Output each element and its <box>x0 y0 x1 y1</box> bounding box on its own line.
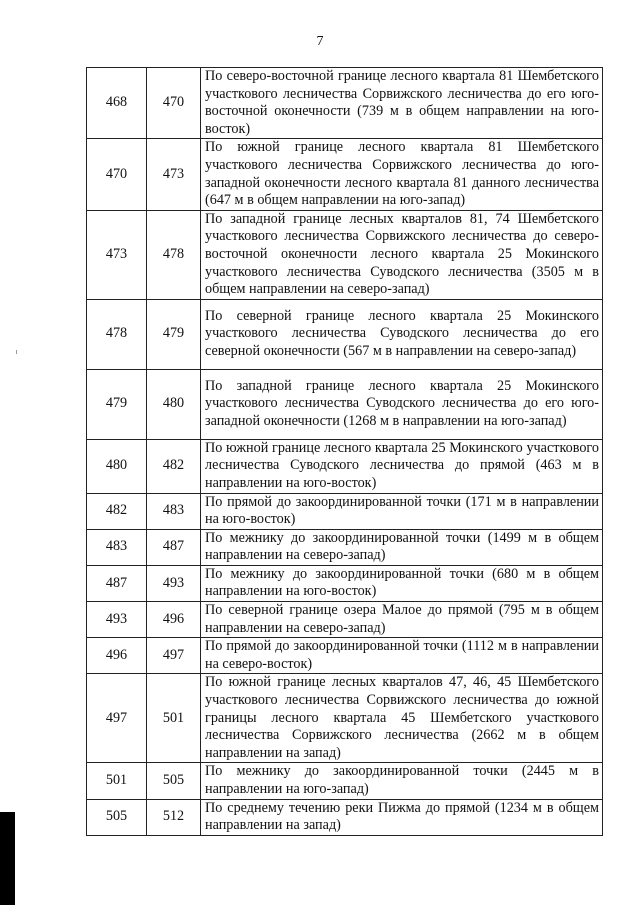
to-point-cell: 487 <box>147 529 201 565</box>
from-point-cell: 496 <box>87 638 147 674</box>
from-point-cell: 487 <box>87 565 147 601</box>
from-point-cell: 479 <box>87 369 147 439</box>
table-row <box>87 638 603 674</box>
page-number: 7 <box>316 34 324 49</box>
boundary-description-cell: По прямой до закоординированной точки (171 м в направлении на юго-восток) <box>201 493 603 529</box>
to-point-cell: 505 <box>147 763 201 799</box>
boundary-description-cell: По северной границе лесного квартала 25 Мокинского участкового лесничества Суводского лесничества до его северной оконечности (567 м в направлении на северо-запад) <box>201 299 603 369</box>
table-row <box>87 139 603 210</box>
from-point-cell: 478 <box>87 299 147 369</box>
to-point-cell: 497 <box>147 638 201 674</box>
from-point-cell: 482 <box>87 493 147 529</box>
table-row <box>87 439 603 493</box>
boundary-description-cell: По западной границе лесного квартала 25 Мокинского участкового лесничества Суводского лесничества до его юго-западной оконечности (1268 м в направлении на юго-запад) <box>201 369 603 439</box>
to-point-cell: 480 <box>147 369 201 439</box>
boundary-description-cell: По среднему течению реки Пижма до прямой (1234 м в общем направлении на запад) <box>201 799 603 835</box>
from-point-cell: 501 <box>87 763 147 799</box>
boundary-description-cell: По южной границе лесного квартала 81 Шембетского участкового лесничества Сорвижского лесничества до юго-западной оконечности лесного квартала 81 данного лесничества (647 м в общем направлении на юго-запад) <box>201 139 603 210</box>
boundary-description-cell: По межнику до закоординированной точки (2445 м в направлении на юго-запад) <box>201 763 603 799</box>
to-point-cell: 496 <box>147 602 201 638</box>
boundary-description-cell: По межнику до закоординированной точки (1499 м в общем направлении на северо-запад) <box>201 529 603 565</box>
to-point-cell: 478 <box>147 210 201 299</box>
from-point-cell: 483 <box>87 529 147 565</box>
table-row <box>87 68 603 139</box>
from-point-cell: 468 <box>87 68 147 139</box>
to-point-cell: 470 <box>147 68 201 139</box>
boundary-description-cell: По южной границе лесного квартала 25 Мокинского участкового лесничества Суводского лесничества до прямой (463 м в направлении на юго-восток) <box>201 439 603 493</box>
to-point-cell: 482 <box>147 439 201 493</box>
table-row <box>87 210 603 299</box>
to-point-cell: 473 <box>147 139 201 210</box>
to-point-cell: 483 <box>147 493 201 529</box>
from-point-cell: 493 <box>87 602 147 638</box>
boundary-description-cell: По прямой до закоординированной точки (1112 м в направлении на северо-восток) <box>201 638 603 674</box>
table-row <box>87 493 603 529</box>
table-row <box>87 674 603 763</box>
table-row <box>87 529 603 565</box>
boundary-description-cell: По западной границе лесных кварталов 81, 74 Шембетского участкового лесничества Сорвижского лесничества до северо-восточной оконечности лесного квартала 25 Мокинского участкового лесничества Суводского лесничества (3505 м в общем направлении на северо-запад) <box>201 210 603 299</box>
boundary-description-cell: По северной границе озера Малое до прямой (795 м в общем направлении на северо-запад) <box>201 602 603 638</box>
to-point-cell: 512 <box>147 799 201 835</box>
to-point-cell: 501 <box>147 674 201 763</box>
table-row <box>87 799 603 835</box>
table-row <box>87 763 603 799</box>
boundary-description-cell: По северо-восточной границе лесного квартала 81 Шембетского участкового лесничества Сорвижского лесничества до его юго-восточной оконечности (739 м в общем направлении на юго-восток) <box>201 68 603 139</box>
from-point-cell: 505 <box>87 799 147 835</box>
boundary-table <box>86 67 603 836</box>
from-point-cell: 470 <box>87 139 147 210</box>
table-row <box>87 565 603 601</box>
scan-edge-mark <box>0 812 15 905</box>
table-row <box>87 369 603 439</box>
from-point-cell: 480 <box>87 439 147 493</box>
to-point-cell: 479 <box>147 299 201 369</box>
table-row <box>87 602 603 638</box>
from-point-cell: 473 <box>87 210 147 299</box>
boundary-description-cell: По межнику до закоординированной точки (680 м в общем направлении на юго-восток) <box>201 565 603 601</box>
boundary-description-cell: По южной границе лесных кварталов 47, 46, 45 Шембетского участкового лесничества Сорвижского лесничества до южной границы лесного квартала 45 Шембетского участкового лесничества Сорвижского лесничества (2662 м в общем направлении на запад) <box>201 674 603 763</box>
scan-speck <box>16 350 17 354</box>
from-point-cell: 497 <box>87 674 147 763</box>
to-point-cell: 493 <box>147 565 201 601</box>
table-row <box>87 299 603 369</box>
